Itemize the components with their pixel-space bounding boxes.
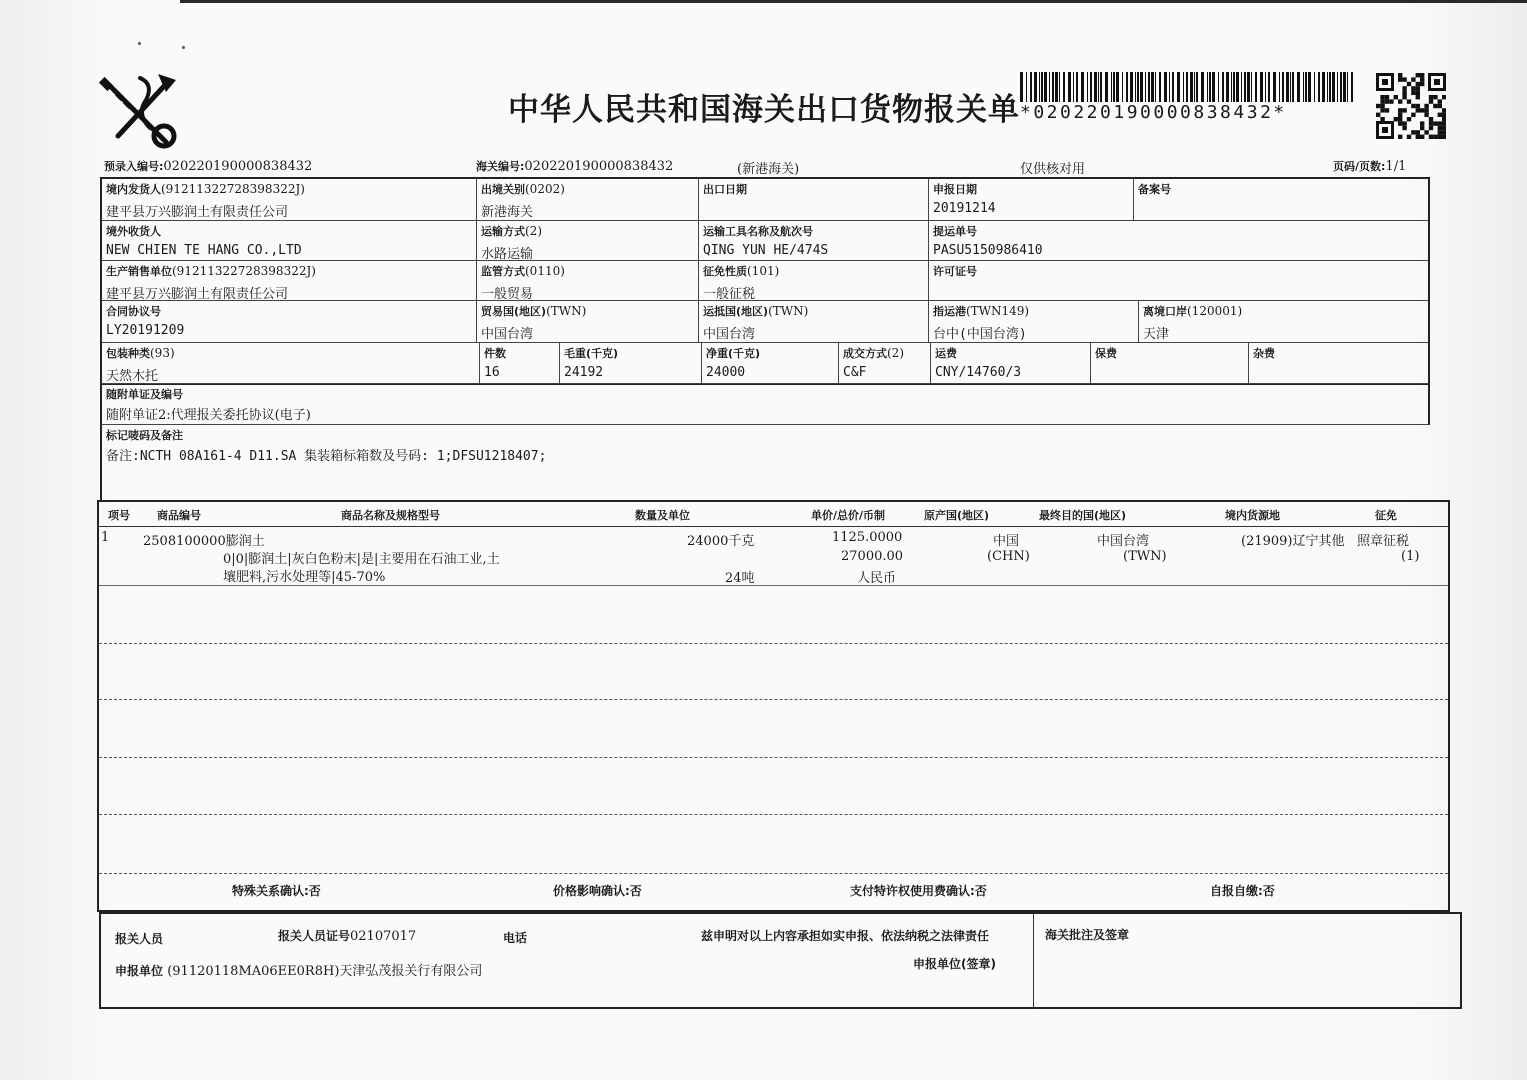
misc-fee-cell: 杂费 bbox=[1253, 347, 1275, 360]
bill-no-cell: 提运单号 PASU5150986410 bbox=[929, 221, 1428, 261]
gross-weight-cell: 毛重(千克) 24192 bbox=[560, 343, 702, 383]
header-name: 商品名称及规格型号 bbox=[341, 509, 440, 522]
speck bbox=[182, 46, 185, 49]
attached-documents-row: 随附单证及编号 随附单证2:代理报关委托协议(电子) bbox=[100, 383, 1430, 425]
barcode-icon bbox=[1020, 72, 1355, 102]
declarant-cert: 报关人员证号02107017 bbox=[278, 929, 417, 944]
record-no-cell: 备案号 bbox=[1134, 179, 1428, 221]
producer-cell: 生产销售单位(91211322728398322J) 建平县万兴膨润土有限责任公司 bbox=[102, 261, 477, 301]
page-count: 页码/页数:1/1 bbox=[1333, 159, 1407, 174]
package-cell: 包装种类(93) 天然木托 bbox=[102, 343, 480, 383]
declare-date-cell: 申报日期 20191214 bbox=[929, 179, 1134, 221]
customs-office: (新港海关) bbox=[737, 162, 800, 177]
customs-note-label: 海关批注及签章 bbox=[1045, 928, 1130, 942]
declaration-header-grid bbox=[100, 177, 1430, 385]
phone-label: 电话 bbox=[503, 931, 528, 945]
goods-table: 项号 商品编号 商品名称及规格型号 数量及单位 单价/总价/币制 原产国(地区) 最终目的国(地区) 境内货源地 征免 1 2508100000膨润土 0|0|膨润土|灰白色粉末|是|主要用在石油工业,土 壤肥料,污水处理等|45-70% 24000千克 24吨 1125.0000 27000.00 人民币 中国 (CHN) 中国台湾 (TWN) (21909)辽宁其他 照章征税 (1) bbox=[97, 500, 1450, 912]
contract-cell: 合同协议号 LY20191209 bbox=[102, 301, 477, 343]
qr-code-icon bbox=[1376, 73, 1446, 139]
consignee-cell: 境外收货人 NEW CHIEN TE HANG CO.,LTD bbox=[102, 221, 477, 261]
header-source: 境内货源地 bbox=[1225, 509, 1280, 522]
marks-remarks-row: 标记唛码及备注 备注:NCTH 08A161-4 D11.SA 集装箱标箱数及号码: 1;DFSU1218407; bbox=[100, 425, 1430, 501]
consignor-cell: 境内发货人(91211322728398322J) 建平县万兴膨润土有限责任公司 bbox=[102, 179, 477, 221]
pre-entry-number: 预录入编号:020220190000838432 bbox=[104, 159, 313, 174]
net-weight-cell: 净重(千克) 24000 bbox=[702, 343, 839, 383]
header-item: 项号 bbox=[108, 509, 130, 522]
verify-only-note: 仅供核对用 bbox=[1020, 162, 1086, 177]
declarant-footer bbox=[99, 912, 1462, 1009]
exit-point-cell: 离境口岸(120001) 天津 bbox=[1139, 301, 1428, 343]
header-code: 商品编号 bbox=[157, 509, 201, 522]
header-origin: 原产国(地区) bbox=[924, 509, 990, 522]
declaring-unit: 申报单位 (91120118MA06EE0R8H)天津弘茂报关行有限公司 bbox=[115, 964, 483, 979]
freight-cell: 运费 CNY/14760/3 bbox=[931, 343, 1091, 383]
form-title: 中华人民共和国海关出口货物报关单 bbox=[508, 92, 1020, 128]
export-date-cell: 出口日期 bbox=[699, 179, 929, 221]
barcode-number: *020220190000838432* bbox=[1020, 102, 1287, 123]
trade-country-cell: 贸易国(地区)(TWN) 中国台湾 bbox=[477, 301, 699, 343]
royalty-confirm: 支付特许权使用费确认:否 bbox=[850, 884, 987, 898]
trade-terms-cell: 成交方式(2) C&F bbox=[839, 343, 931, 383]
unit-seal-label: 申报单位(签章) bbox=[913, 957, 996, 971]
transport-mode-cell: 运输方式(2) 水路运输 bbox=[477, 221, 699, 261]
destination-port-cell: 指运港(TWN149) 台中(中国台湾) bbox=[929, 301, 1139, 343]
vessel-cell: 运输工具名称及航次号 QING YUN HE/474S bbox=[699, 221, 929, 261]
scan-edge bbox=[180, 0, 1527, 3]
special-relation-confirm: 特殊关系确认:否 bbox=[232, 884, 321, 898]
supervision-cell: 监管方式(0110) 一般贸易 bbox=[477, 261, 699, 301]
insurance-cell: 保费 bbox=[1091, 343, 1249, 383]
self-declare-confirm: 自报自缴:否 bbox=[1210, 884, 1275, 898]
header-final-destination: 最终目的国(地区) bbox=[1039, 509, 1127, 522]
header-levy: 征免 bbox=[1375, 509, 1397, 522]
pieces-cell: 件数 16 bbox=[480, 343, 560, 383]
customs-number: 海关编号:020220190000838432 bbox=[476, 159, 674, 174]
license-cell: 许可证号 bbox=[929, 261, 1428, 301]
declarant-label: 报关人员 bbox=[115, 932, 164, 946]
legal-statement: 兹申明对以上内容承担如实申报、依法纳税之法律责任 bbox=[701, 929, 990, 943]
price-influence-confirm: 价格影响确认:否 bbox=[553, 884, 642, 898]
levy-nature-cell: 征免性质(101) 一般征税 bbox=[699, 261, 929, 301]
speck bbox=[138, 42, 141, 45]
header-price: 单价/总价/币制 bbox=[811, 509, 886, 522]
exit-port-cell: 出境关别(0202) 新港海关 bbox=[477, 179, 699, 221]
destination-country-cell: 运抵国(地区)(TWN) 中国台湾 bbox=[699, 301, 929, 343]
customs-emblem-icon bbox=[96, 70, 186, 152]
header-qty: 数量及单位 bbox=[635, 509, 690, 522]
